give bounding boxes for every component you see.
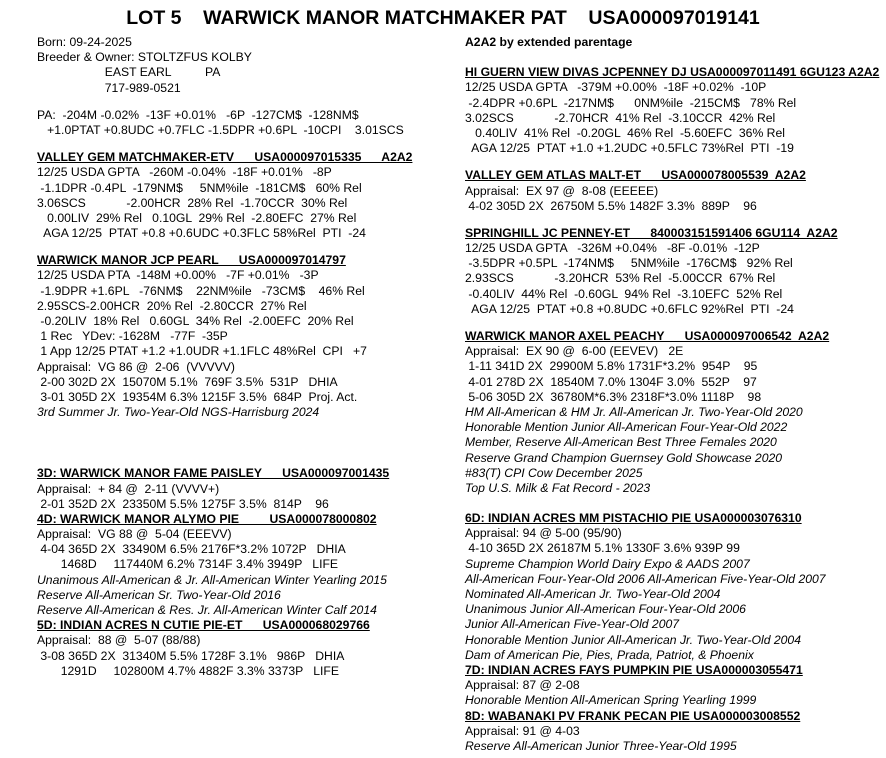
dams-sire-line: 2.93SCS -3.20HCR 53% Rel -5.00CCR 67% Rel <box>465 271 776 286</box>
dam-heading: WARWICK MANOR JCP PEARL USA000097014797 <box>37 253 346 268</box>
dams-dam-line: Appraisal: EX 90 @ 6-00 (EEVEV) 2E <box>465 344 684 359</box>
sires-sire-line: 3.02SCS -2.70HCR 41% Rel -3.10CCR 42% Rel <box>465 110 776 125</box>
seventh-dam-heading: 7D: INDIAN ACRES FAYS PUMPKIN PIE USA000003055471 <box>465 662 803 677</box>
fifth-dam-line: Appraisal: 88 @ 5-07 (88/88) <box>37 633 201 648</box>
third-dam-line: Appraisal: + 84 @ 2-11 (VVVV+) <box>37 481 220 496</box>
seventh-dam-line: Appraisal: 87 @ 2-08 <box>465 678 580 693</box>
third-dam-line: 2-01 352D 2X 23350M 5.5% 1275F 3.5% 814P 96 <box>37 496 329 511</box>
dams-dam-honor: Honorable Mention Junior All-American Four-Year-Old 2022 <box>465 420 788 435</box>
sixth-dam-honor: Unanimous Junior All-American Four-Year-Old 2006 <box>465 602 746 617</box>
pa-line: PA: -204M -0.02% -13F +0.01% -6P -127CM$ -128NM$ <box>37 107 359 122</box>
dam-line: 1 App 12/25 PTAT +1.2 +1.0UDR +1.1FLC 48%Rel CPI +7 <box>37 344 367 359</box>
fifth-dam-line: 1291D 102800M 4.7% 4882F 3.3% 3373P LIFE <box>37 663 339 678</box>
fourth-dam-block <box>37 512 457 618</box>
dam-honor: 3rd Summer Jr. Two-Year-Old NGS-Harrisburg 2024 <box>37 405 320 420</box>
sixth-dam-line: Appraisal: 94 @ 5-00 (95/90) <box>465 526 622 541</box>
fourth-dam-honor: Reserve All-American & Res. Jr. All-American Winter Calf 2014 <box>37 603 377 617</box>
lot-title: LOT 5 WARWICK MANOR MATCHMAKER PAT USA000097019141 <box>126 7 760 29</box>
dam-line: 3-01 305D 2X 19354M 6.3% 1215F 3.5% 684P Proj. Act. <box>37 389 358 404</box>
dams-sire-line: AGA 12/25 PTAT +0.8 +0.8UDC +0.6FLC 92%Rel PTI -24 <box>465 301 794 316</box>
sixth-dam-honor: Supreme Champion World Dairy Expo & AADS 2007 <box>465 556 750 571</box>
dams-dam-honor: #83(T) CPI Cow December 2025 <box>465 465 643 480</box>
pa-line: +1.0PTAT +0.8UDC +0.7FLC -1.5DPR +0.6PL -10CPI 3.01SCS <box>37 122 404 137</box>
parent-average <box>37 108 457 138</box>
eighth-dam-block <box>465 709 880 755</box>
dams-dam-honor: HM All-American & HM Jr. All-American Jr. Two-Year-Old 2020 <box>465 404 803 419</box>
dam-line: 2-00 302D 2X 15070M 5.1% 769F 3.5% 531P DHIA <box>37 374 338 389</box>
dams-sire-heading: SPRINGHILL JC PENNEY-ET 840003151591406 6GU114 A2A2 <box>465 225 838 240</box>
sixth-dam-honor: All-American Four-Year-Old 2006 All-American Five-Year-Old 2007 <box>465 571 826 586</box>
dams-dam-honor: Member, Reserve All-American Best Three Females 2020 <box>465 435 777 450</box>
fourth-dam-line: 4-04 365D 2X 33490M 6.5% 2176F*3.2% 1072P DHIA <box>37 542 346 557</box>
dam-block <box>37 253 457 420</box>
dams-dam-heading: WARWICK MANOR AXEL PEACHY USA000097006542 A2A2 <box>465 329 830 343</box>
right-column <box>465 35 880 754</box>
sires-dam-line: 4-02 305D 2X 26750M 5.5% 1482F 3.3% 889P 96 <box>465 198 757 213</box>
sixth-dam-block <box>465 511 880 663</box>
sire-line: 12/25 USDA GPTA -260M -0.04% -18F +0.01% -8P <box>37 165 332 180</box>
dams-dam-block <box>465 329 880 496</box>
eighth-dam-line: Appraisal: 91 @ 4-03 <box>465 723 580 738</box>
dams-dam-honor: Top U.S. Milk & Fat Record - 2023 <box>465 480 651 495</box>
breeder-location: EAST EARL PA <box>37 65 221 80</box>
third-dam-heading: 3D: WARWICK MANOR FAME PAISLEY USA000097001435 <box>37 466 390 481</box>
sires-sire-block <box>465 65 880 156</box>
sire-line: AGA 12/25 PTAT +0.8 +0.6UDC +0.3FLC 58%Rel PTI -24 <box>37 226 366 241</box>
born-date: Born: 09-24-2025 <box>37 35 132 49</box>
sires-sire-line: AGA 12/25 PTAT +1.0 +1.2UDC +0.5FLC 73%Rel PTI -19 <box>465 141 794 156</box>
sixth-dam-line: 4-10 365D 2X 26187M 5.1% 1330F 3.6% 939P 99 <box>465 541 740 556</box>
fifth-dam-line: 3-08 365D 2X 31340M 5.5% 1728F 3.1% 986P DHIA <box>37 648 345 663</box>
sire-line: 3.06SCS -2.00HCR 28% Rel -1.70CCR 30% Rel <box>37 195 348 210</box>
sires-dam-block <box>465 168 880 214</box>
fifth-dam-block <box>37 618 457 679</box>
fourth-dam-honor: Reserve All-American Sr. Two-Year-Old 2016 <box>37 587 281 602</box>
sires-dam-heading: VALLEY GEM ATLAS MALT-ET USA000078005539 A2A2 <box>465 168 806 183</box>
seventh-dam-honor: Honorable Mention All-American Spring Yearling 1999 <box>465 693 757 708</box>
a2-status: A2A2 by extended parentage <box>465 35 633 49</box>
sires-sire-line: -2.4DPR +0.6PL -217NM$ 0NM%ile -215CM$ 78% Rel <box>465 95 797 110</box>
dams-dam-line: 5-06 305D 2X 36780M*6.3% 2318F*3.0% 1118P 98 <box>465 389 762 404</box>
fourth-dam-heading: 4D: WARWICK MANOR ALYMO PIE USA000078000802 <box>37 511 377 526</box>
fifth-dam-heading: 5D: INDIAN ACRES N CUTIE PIE-ET USA000068029766 <box>37 618 370 633</box>
fourth-dam-honor: Unanimous All-American & Jr. All-American Winter Yearling 2015 <box>37 572 387 587</box>
dam-line: -1.9DPR +1.6PL -76NM$ 22NM%ile -73CM$ 46% Rel <box>37 283 365 298</box>
dams-sire-line: -0.40LIV 44% Rel -0.60GL 94% Rel -3.10EFC 52% Rel <box>465 286 783 301</box>
dams-sire-block <box>465 226 880 317</box>
dams-dam-honor: Reserve Grand Champion Guernsey Gold Showcase 2020 <box>465 450 783 465</box>
dam-line: 1 Rec YDev: -1628M -77F -35P <box>37 329 228 344</box>
sire-heading: VALLEY GEM MATCHMAKER-ETV USA000097015335 A2A2 <box>37 150 413 165</box>
dams-sire-line: -3.5DPR +0.5PL -174NM$ 5NM%ile -176CM$ 92% Rel <box>465 256 793 271</box>
eighth-dam-heading: 8D: WABANAKI PV FRANK PECAN PIE USA000003008552 <box>465 708 801 723</box>
breeder-owner: Breeder & Owner: STOLTZFUS KOLBY <box>37 50 252 65</box>
dam-line: 12/25 USDA PTA -148M +0.00% -7F +0.01% -3P <box>37 268 319 283</box>
dam-line: 2.95SCS-2.00HCR 20% Rel -2.80CCR 27% Rel <box>37 298 307 313</box>
sire-block <box>37 150 457 241</box>
dams-dam-line: 1-11 341D 2X 29900M 5.8% 1731F*3.2% 954P 95 <box>465 359 758 374</box>
third-dam-block <box>37 466 457 512</box>
sixth-dam-honor: Dam of American Pie, Pies, Prada, Patriot, & Phoenix <box>465 647 754 662</box>
dams-sire-line: 12/25 USDA GPTA -326M +0.04% -8F -0.01% -12P <box>465 241 760 256</box>
sires-dam-line: Appraisal: EX 97 @ 8-08 (EEEEE) <box>465 183 659 198</box>
sires-sire-heading: HI GUERN VIEW DIVAS JCPENNEY DJ USA000097011491 6GU123 A2A2 <box>465 65 880 80</box>
dam-line: -0.20LIV 18% Rel 0.60GL 34% Rel -2.00EFC 20% Rel <box>37 314 354 328</box>
fourth-dam-line: Appraisal: VG 88 @ 5-04 (EEEVV) <box>37 527 232 542</box>
breeder-phone: 717-989-0521 <box>37 80 181 95</box>
sixth-dam-honor: Honorable Mention Junior All-American Jr. Two-Year-Old 2004 <box>465 632 801 647</box>
dam-line: Appraisal: VG 86 @ 2-06 (VVVVV) <box>37 359 235 374</box>
dams-dam-line: 4-01 278D 2X 18540M 7.0% 1304F 3.0% 552P 97 <box>465 374 757 389</box>
left-column <box>37 35 457 679</box>
seventh-dam-block <box>465 663 880 709</box>
sixth-dam-heading: 6D: INDIAN ACRES MM PISTACHIO PIE USA000003076310 <box>465 511 802 526</box>
animal-info <box>37 35 457 96</box>
sires-sire-line: 12/25 USDA GPTA -379M +0.00% -18F +0.02% -10P <box>465 80 767 95</box>
sires-sire-line: 0.40LIV 41% Rel -0.20GL 46% Rel -5.60EFC 36% Rel <box>465 125 785 140</box>
fourth-dam-line: 1468D 117440M 6.2% 7314F 3.4% 3949P LIFE <box>37 557 339 572</box>
sire-line: -1.1DPR -0.4PL -179NM$ 5NM%ile -181CM$ 60% Rel <box>37 180 362 195</box>
sixth-dam-honor: Junior All-American Five-Year-Old 2007 <box>465 617 680 632</box>
sixth-dam-honor: Nominated All-American Jr. Two-Year-Old 2004 <box>465 587 721 601</box>
sire-line: 0.00LIV 29% Rel 0.10GL 29% Rel -2.80EFC 27% Rel <box>37 210 357 225</box>
eighth-dam-honor: Reserve All-American Junior Three-Year-Old 1995 <box>465 738 737 753</box>
